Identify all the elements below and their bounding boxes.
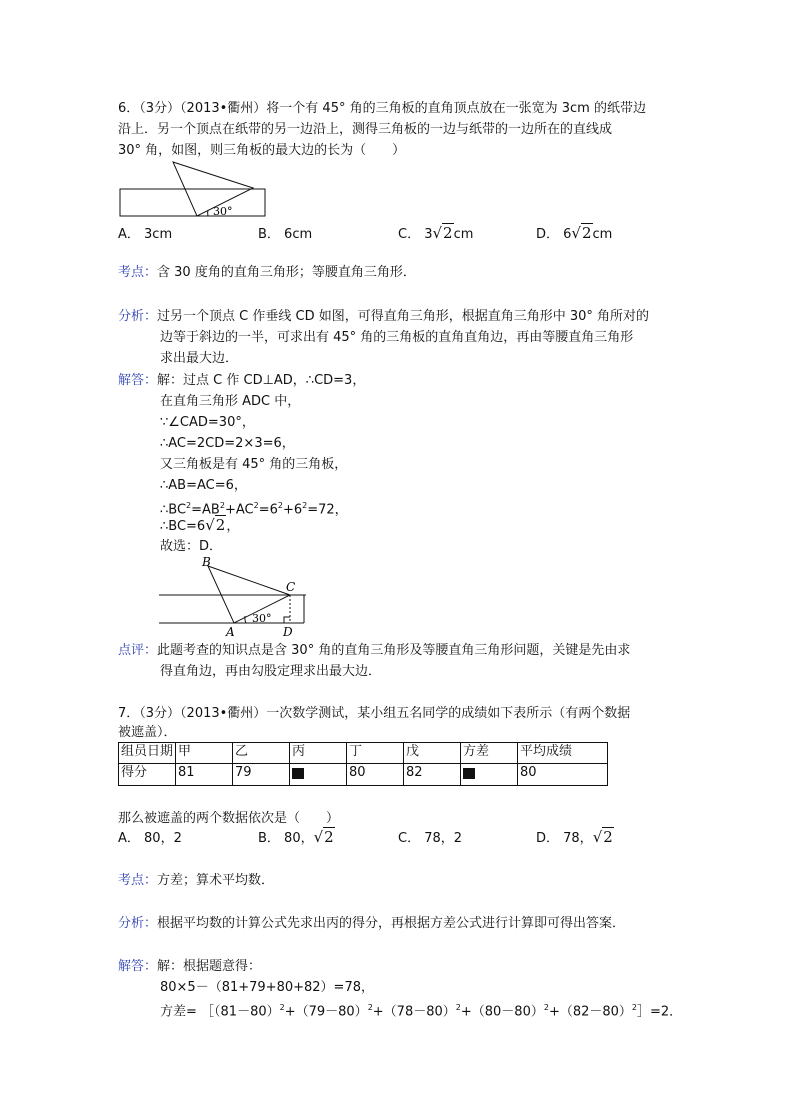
q7-fenxi-text: 根据平均数的计算公式先求出丙的得分，再根据方差公式进行计算即可得出答案． (157, 916, 626, 931)
q6-dianping-label: 点评： (118, 643, 158, 658)
q6-jieda-line2: 在直角三角形 ADC 中， (160, 394, 301, 409)
q6-option-a[interactable]: A． 3cm (118, 227, 173, 242)
q7-fenxi (118, 915, 625, 933)
formula-part: ∴BC (160, 502, 187, 518)
q7-option-a[interactable]: A． 80，2 (118, 831, 182, 846)
label-d: D (283, 625, 293, 639)
sqrt-symbol: √2 (205, 516, 226, 534)
q6-fenxi (118, 308, 649, 326)
formula-part: =AB (191, 502, 220, 518)
formula-part: =72， (307, 502, 348, 518)
superscript: 2 (277, 501, 283, 510)
q7-option-d[interactable] (536, 828, 614, 848)
q6-jieda-line3: ∵∠CAD=30°， (160, 415, 255, 430)
q6-jieda-line6: ∴AB=AC=6， (160, 478, 247, 493)
q6-fenxi-line2: 边等于斜边的一半，可求出有 45° 角的三角板的直角直角边，再由等腰直角三角形 (160, 330, 634, 345)
superscript: 2 (186, 501, 192, 510)
q7-jieda-label: 解答： (118, 959, 158, 974)
formula-part: +（78－80） (372, 1004, 456, 1020)
q6-option-d-prefix: D． 6 (536, 227, 572, 242)
q6-figure-strip-triangle (118, 160, 278, 220)
superscript: 2 (543, 1003, 549, 1012)
label-angle: 30° (252, 612, 272, 625)
table-row-label: 得分 (119, 764, 176, 786)
q7-score-table (118, 742, 608, 786)
q7-fenxi-label: 分析： (118, 916, 158, 931)
q6-kaodian-text: 含 30 度角的直角三角形；等腰直角三角形． (157, 265, 416, 280)
formula-part: +AC (224, 502, 254, 518)
q6-jieda-label: 解答： (118, 373, 158, 388)
q7-option-b-radicand: 2 (324, 828, 334, 846)
superscript: 2 (367, 1003, 373, 1012)
table-header-cell: 乙 (233, 743, 290, 764)
q6-jieda-line9: 故选：D． (160, 539, 223, 554)
q7-stem-line2: 被遮盖）． (118, 725, 177, 740)
label-c: C (286, 580, 296, 594)
q7-question: 那么被遮盖的两个数据依次是（ ） (118, 811, 340, 826)
table-header-cell: 组员日期 (119, 743, 176, 764)
figure1-angle-label: 30° (213, 205, 233, 218)
label-b: B (202, 555, 211, 569)
q7-kaodian-label: 考点： (118, 873, 158, 888)
superscript: 2 (219, 501, 225, 510)
q6-jieda (118, 372, 365, 390)
q6-jieda-line5: 又三角板是有 45° 角的三角板， (160, 457, 348, 472)
formula-part: ］=2． (637, 1004, 683, 1020)
q7-option-d-radicand: 2 (603, 828, 613, 846)
q6-option-c-radicand: 2 (443, 224, 453, 242)
q7-option-d-prefix: D． 78， (536, 831, 593, 846)
q6-option-d[interactable] (536, 224, 612, 244)
table-cell: 80 (347, 764, 404, 786)
table-cell: 80 (518, 764, 608, 786)
table-header-cell: 丁 (347, 743, 404, 764)
q6-option-c-prefix: C． 3 (398, 227, 433, 242)
superscript: 2 (279, 1003, 285, 1012)
formula-part: ∴BC=6 (160, 519, 206, 534)
q7-option-b-prefix: B． 80， (258, 831, 314, 846)
q7-jieda-line2: 80×5－（81+79+80+82）=78， (160, 980, 374, 995)
formula-part: ， (226, 519, 240, 534)
q6-kaodian (118, 264, 416, 282)
q7-jieda (118, 958, 261, 976)
superscript: 2 (302, 501, 308, 510)
q6-jieda-line1: 解：过点 C 作 CD⊥AD，∴CD=3， (157, 373, 366, 388)
formula-part: =6 (258, 502, 278, 518)
q6-jieda-line4: ∴AC=2CD=2×3=6， (160, 436, 295, 451)
cover-block (292, 768, 304, 779)
table-cell: 82 (404, 764, 461, 786)
q6-stem-line3: 30° 角，如图，则三角板的最大边的长为（ ） (118, 143, 406, 158)
sqrt-symbol: √2 (571, 224, 592, 242)
q6-stem-line1: 6．（3分）（2013•衢州）将一个有 45° 角的三角板的直角顶点放在一张宽为 3cm 的纸带边 (118, 101, 646, 116)
superscript: 2 (631, 1003, 638, 1012)
q6-kaodian-label: 考点： (118, 265, 158, 280)
formula-part: +（79－80） (284, 1004, 368, 1020)
q6-stem-line2: 沿上．另一个顶点在纸带的另一边沿上，测得三角板的一边与纸带的一边所在的直线成 (118, 122, 613, 137)
table-header-cell: 平均成绩 (518, 743, 608, 764)
q6-dianping-line1: 此题考查的知识点是含 30° 角的直角三角形及等腰直角三角形问题，关键是先由求 (157, 643, 631, 658)
table-header-cell: 方差 (461, 743, 518, 764)
sqrt-symbol: √2 (592, 828, 613, 846)
q6-fenxi-line1: 过另一个顶点 C 作垂线 CD 如图，可得直角三角形，根据直角三角形中 30° 角所对的 (157, 309, 650, 324)
formula-part: 方差= ［（81－80） (160, 1004, 280, 1020)
label-a: A (226, 625, 235, 639)
q6-option-c-suffix: cm (453, 227, 474, 242)
table-row (119, 764, 608, 786)
q7-option-b[interactable] (258, 828, 335, 848)
table-cell-covered (290, 764, 347, 786)
q6-figure-solution (156, 552, 306, 640)
q6-option-b[interactable]: B． 6cm (258, 227, 313, 242)
table-header-row (119, 743, 608, 764)
q6-jieda-line8 (160, 516, 239, 536)
table-header-cell: 戊 (404, 743, 461, 764)
q6-dianping-line2: 得直角边，再由勾股定理求出最大边． (160, 664, 382, 679)
q6-option-d-radicand: 2 (581, 224, 592, 242)
q6-option-d-suffix: cm (592, 227, 613, 242)
table-header-cell: 甲 (176, 743, 233, 764)
table-cell-covered (461, 764, 518, 786)
table-cell: 79 (233, 764, 290, 786)
formula-part: +（80－80） (460, 1004, 544, 1020)
radicand: 2 (215, 516, 226, 534)
q7-kaodian (118, 872, 274, 890)
q7-kaodian-text: 方差；算术平均数． (157, 873, 275, 888)
formula-part: +（82－80） (548, 1004, 632, 1020)
q7-stem-line1: 7．（3分）（2013•衢州）一次数学测试，某小组五名同学的成绩如下表所示（有两个数据 (118, 706, 631, 721)
table-header-cell: 丙 (290, 743, 347, 764)
q7-jieda-line3 (160, 999, 682, 1021)
q6-dianping (118, 642, 630, 660)
sqrt-symbol: √2 (432, 224, 453, 242)
q6-fenxi-label: 分析： (118, 309, 158, 324)
formula-part: +6 (282, 502, 303, 518)
superscript: 2 (253, 501, 259, 510)
q7-option-c[interactable]: C． 78，2 (398, 831, 463, 846)
q6-fenxi-line3: 求出最大边． (160, 351, 239, 366)
q6-option-c[interactable] (398, 224, 473, 244)
cover-block (463, 768, 475, 779)
q7-jieda-line1: 解：根据题意得： (157, 959, 262, 974)
table-cell: 81 (176, 764, 233, 786)
superscript: 2 (455, 1003, 461, 1012)
sqrt-symbol: √2 (313, 828, 334, 846)
